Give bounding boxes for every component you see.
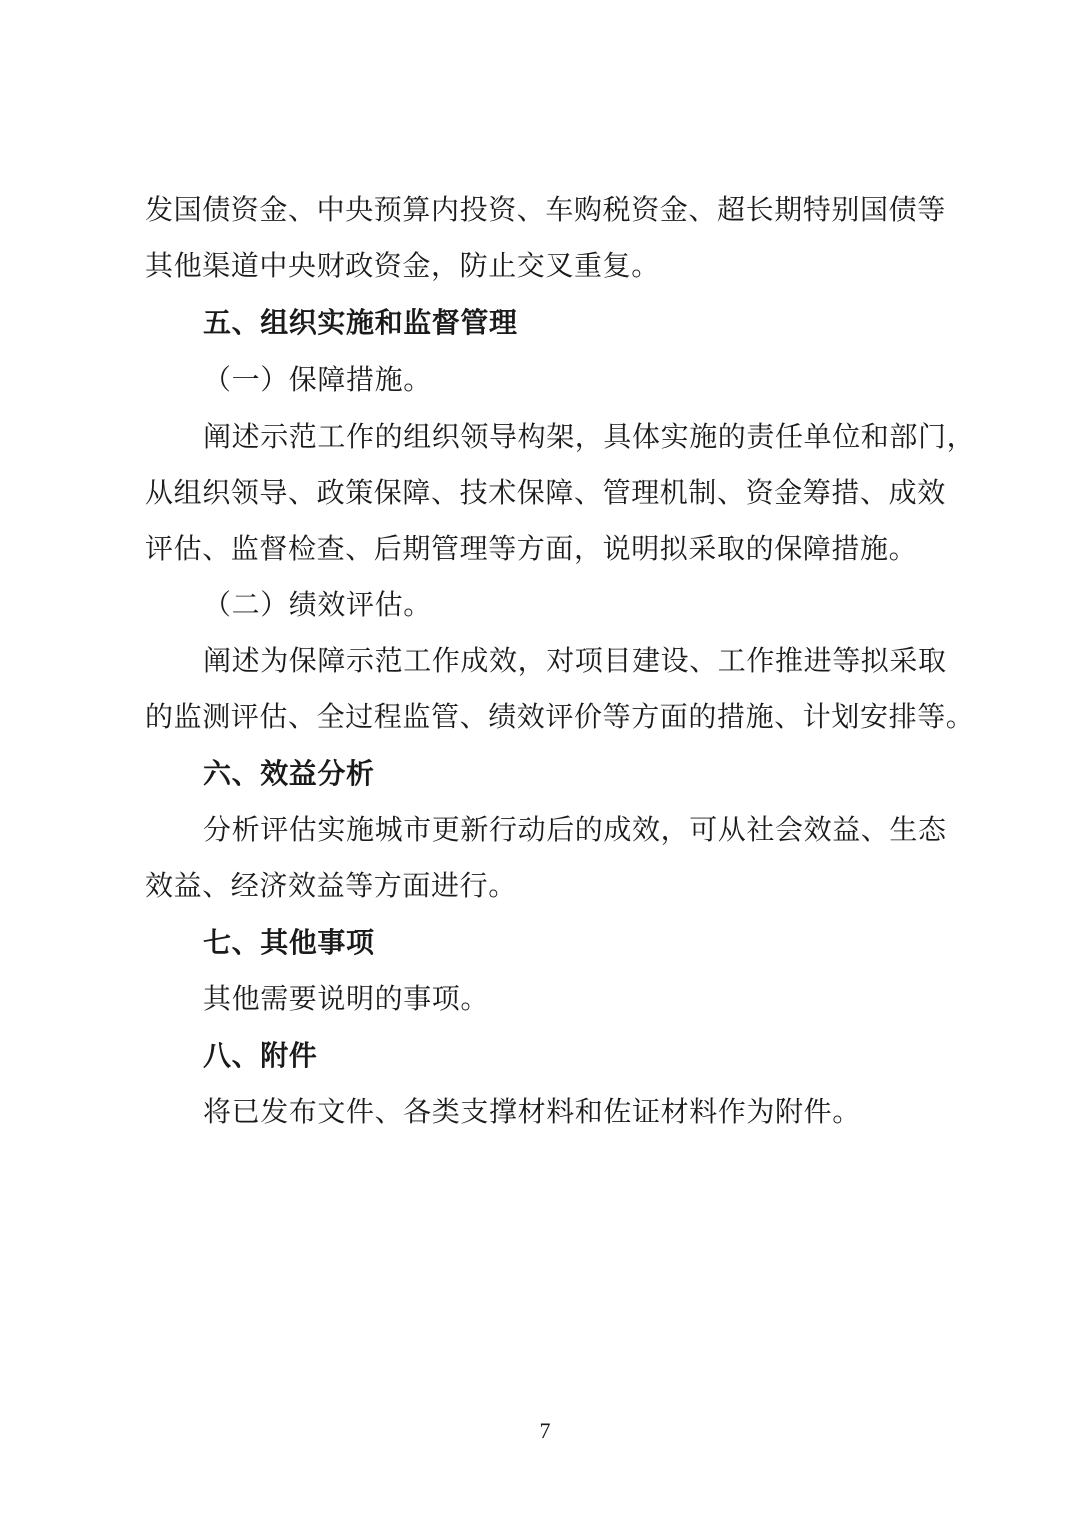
- section-heading-6: 六、效益分析: [203, 757, 375, 790]
- body-text-line: 其他需要说明的事项。: [203, 982, 490, 1015]
- page-number: 7: [539, 1418, 551, 1443]
- section-heading-7: 七、其他事项: [203, 926, 375, 959]
- body-text-line: 将已发布文件、各类支撑材料和佐证材料作为附件。: [203, 1095, 861, 1128]
- body-text-line: 其他渠道中央财政资金，防止交叉重复。: [145, 249, 660, 282]
- body-text-line: 发国债资金、中央预算内投资、车购税资金、超长期特别国债等: [145, 193, 946, 226]
- section-heading-5: 五、组织实施和监督管理: [203, 306, 518, 339]
- body-text-line: 阐述示范工作的组织领导构架，具体实施的责任单位和部门，: [203, 420, 976, 453]
- body-text-line: 效益、经济效益等方面进行。: [145, 869, 517, 902]
- body-text-line: 的监测评估、全过程监管、绩效评价等方面的措施、计划安排等。: [145, 700, 975, 733]
- body-text-line: 从组织领导、政策保障、技术保障、管理机制、资金筹措、成效: [145, 476, 946, 509]
- body-text-line: 分析评估实施城市更新行动后的成效，可从社会效益、生态: [203, 813, 947, 846]
- section-heading-8: 八、附件: [203, 1039, 318, 1072]
- subsection-heading-1: （一）保障措施。: [203, 363, 432, 396]
- body-text-line: 阐述为保障示范工作成效，对项目建设、工作推进等拟采取: [203, 644, 947, 677]
- body-text-line: 评估、监督检查、后期管理等方面，说明拟采取的保障措施。: [145, 532, 918, 565]
- subsection-heading-2: （二）绩效评估。: [203, 588, 432, 621]
